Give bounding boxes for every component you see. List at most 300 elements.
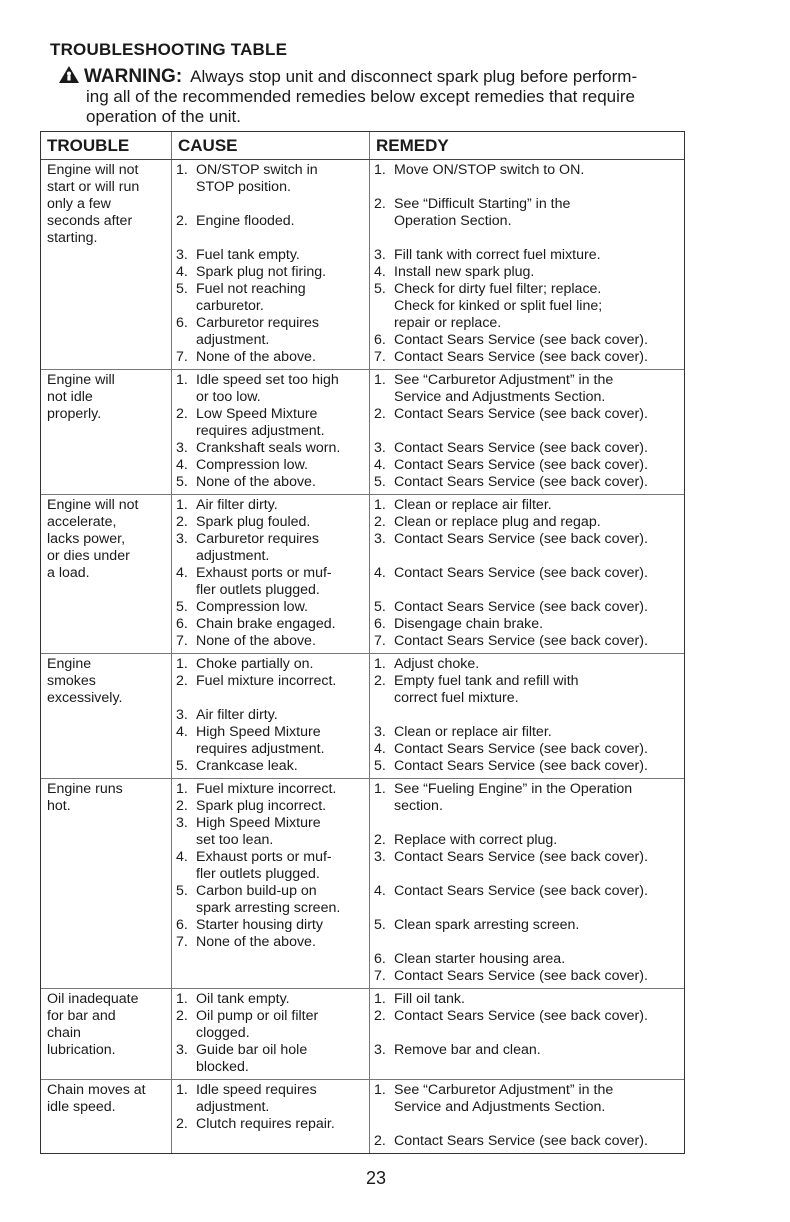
remedy-text <box>394 849 680 866</box>
remedy-text <box>394 440 680 457</box>
remedy-line: Replace with correct plug. <box>394 832 558 848</box>
remedy-line: Check for kinked or split fuel line; <box>394 298 603 314</box>
cause-number: 3. <box>176 531 188 547</box>
cause-text <box>196 1008 367 1042</box>
cause-number: 2. <box>176 673 188 689</box>
remedy-text <box>394 599 680 616</box>
cause-line: carburetor. <box>196 298 264 314</box>
trouble-line: for bar and <box>47 1008 116 1024</box>
spacer <box>176 690 367 707</box>
table-row <box>41 779 684 989</box>
remedy-line: See “Difficult Starting” in the <box>394 196 571 212</box>
trouble-cell <box>41 495 171 653</box>
remedy-number: 2. <box>374 406 386 422</box>
remedy-line: Service and Adjustments Section. <box>394 389 606 405</box>
remedy-line: Contact Sears Service (see back cover). <box>394 457 648 473</box>
cause-text <box>196 457 367 474</box>
cause-line: requires adjustment. <box>196 741 325 757</box>
trouble-line: not idle <box>47 389 93 405</box>
remedy-line: Contact Sears Service (see back cover). <box>394 349 648 365</box>
remedy-line: Clean starter housing area. <box>394 951 566 967</box>
table-row <box>41 654 684 779</box>
remedy-line: Contact Sears Service (see back cover). <box>394 332 648 348</box>
table-row <box>41 160 684 370</box>
cause-line: Fuel mixture incorrect. <box>196 673 337 689</box>
trouble-line: lubrication. <box>47 1042 116 1058</box>
remedy-item <box>374 883 680 900</box>
cause-text <box>196 599 367 616</box>
cause-line: None of the above. <box>196 474 316 490</box>
remedy-item <box>374 656 680 673</box>
warning-label-group <box>58 63 182 87</box>
cause-line: clogged. <box>196 1025 250 1041</box>
remedy-number: 1. <box>374 162 386 178</box>
remedy-text <box>394 497 680 514</box>
spacer <box>374 1116 680 1133</box>
remedy-text <box>394 332 680 349</box>
remedy-line: Contact Sears Service (see back cover). <box>394 633 648 649</box>
cause-text <box>196 883 367 917</box>
cause-item <box>176 406 367 440</box>
cause-number: 4. <box>176 724 188 740</box>
trouble-line: smokes <box>47 673 96 689</box>
remedy-line: Move ON/STOP switch to ON. <box>394 162 585 178</box>
cause-number: 5. <box>176 599 188 615</box>
remedy-text <box>394 281 680 332</box>
remedy-item <box>374 758 680 775</box>
warning-text-line3: operation of the unit. <box>86 107 242 126</box>
remedy-item <box>374 372 680 406</box>
remedy-number: 3. <box>374 724 386 740</box>
cause-number: 1. <box>176 497 188 513</box>
remedy-text <box>394 616 680 633</box>
remedy-line: Service and Adjustments Section. <box>394 1099 606 1115</box>
cause-line: Carburetor requires <box>196 531 320 547</box>
cause-text <box>196 1116 367 1133</box>
remedy-item <box>374 196 680 230</box>
remedy-text <box>394 247 680 264</box>
cause-number: 2. <box>176 1008 188 1024</box>
remedy-number: 2. <box>374 673 386 689</box>
cause-line: Chain brake engaged. <box>196 616 336 632</box>
cause-text <box>196 673 367 690</box>
remedy-number: 4. <box>374 741 386 757</box>
remedy-item <box>374 264 680 281</box>
cause-line: Exhaust ports or muf- <box>196 849 332 865</box>
remedy-number: 2. <box>374 514 386 530</box>
cause-line: fler outlets plugged. <box>196 582 320 598</box>
cause-item <box>176 247 367 264</box>
cause-number: 6. <box>176 917 188 933</box>
remedy-cell <box>369 654 682 778</box>
remedy-line: Clean or replace air filter. <box>394 497 552 513</box>
cause-line: Fuel tank empty. <box>196 247 300 263</box>
remedy-text <box>394 633 680 650</box>
remedy-text <box>394 1008 680 1025</box>
cause-number: 7. <box>176 633 188 649</box>
remedy-cell <box>369 989 682 1079</box>
remedy-text <box>394 781 680 815</box>
cause-item <box>176 849 367 883</box>
remedy-number: 2. <box>374 832 386 848</box>
trouble-line: lacks power, <box>47 531 126 547</box>
remedy-item <box>374 281 680 332</box>
remedy-number: 5. <box>374 474 386 490</box>
cause-number: 2. <box>176 514 188 530</box>
remedy-line: Check for dirty fuel filter; replace. <box>394 281 602 297</box>
remedy-text <box>394 406 680 423</box>
cause-item <box>176 724 367 758</box>
remedy-line: Install new spark plug. <box>394 264 535 280</box>
trouble-line: seconds after <box>47 213 133 229</box>
header-remedy: REMEDY <box>369 132 682 159</box>
cause-line: Exhaust ports or muf- <box>196 565 332 581</box>
remedy-number: 1. <box>374 656 386 672</box>
cause-item <box>176 531 367 565</box>
cause-text <box>196 281 367 315</box>
remedy-line: Contact Sears Service (see back cover). <box>394 440 648 456</box>
cause-line: adjustment. <box>196 548 270 564</box>
cause-line: Idle speed requires <box>196 1082 317 1098</box>
cause-text <box>196 514 367 531</box>
trouble-cell <box>41 654 171 778</box>
remedy-text <box>394 264 680 281</box>
table-row <box>41 495 684 654</box>
remedy-text <box>394 758 680 775</box>
cause-number: 4. <box>176 264 188 280</box>
remedy-number: 1. <box>374 497 386 513</box>
cause-number: 3. <box>176 247 188 263</box>
remedy-item <box>374 616 680 633</box>
remedy-item <box>374 917 680 934</box>
remedy-cell <box>369 1080 682 1153</box>
cause-text <box>196 247 367 264</box>
cause-item <box>176 1116 367 1133</box>
remedy-text <box>394 673 680 707</box>
remedy-line: section. <box>394 798 443 814</box>
cause-number: 2. <box>176 213 188 229</box>
cause-text <box>196 633 367 650</box>
cause-item <box>176 616 367 633</box>
remedy-text <box>394 832 680 849</box>
cause-line: Engine flooded. <box>196 213 295 229</box>
remedy-line: Contact Sears Service (see back cover). <box>394 741 648 757</box>
cause-line: adjustment. <box>196 1099 270 1115</box>
remedy-number: 1. <box>374 1082 386 1098</box>
table-row <box>41 370 684 495</box>
cause-line: Carburetor requires <box>196 315 320 331</box>
cause-line: Spark plug incorrect. <box>196 798 327 814</box>
remedy-number: 1. <box>374 991 386 1007</box>
trouble-line: Engine will not <box>47 162 139 178</box>
spacer <box>374 423 680 440</box>
cause-number: 1. <box>176 656 188 672</box>
cause-line: Crankcase leak. <box>196 758 298 774</box>
remedy-line: Contact Sears Service (see back cover). <box>394 883 648 899</box>
remedy-item <box>374 1133 680 1150</box>
remedy-line: See “Carburetor Adjustment” in the <box>394 372 614 388</box>
remedy-item <box>374 781 680 815</box>
cause-text <box>196 264 367 281</box>
trouble-line: hot. <box>47 798 71 814</box>
cause-item <box>176 315 367 349</box>
header-cause: CAUSE <box>171 132 369 159</box>
remedy-number: 5. <box>374 599 386 615</box>
remedy-text <box>394 1082 680 1116</box>
cause-line: STOP position. <box>196 179 291 195</box>
cause-text <box>196 758 367 775</box>
cause-line: Clutch requires repair. <box>196 1116 335 1132</box>
warning-label: WARNING: <box>84 66 183 87</box>
remedy-line: Fill tank with correct fuel mixture. <box>394 247 601 263</box>
cause-text <box>196 372 367 406</box>
remedy-cell <box>369 160 682 369</box>
cause-item <box>176 599 367 616</box>
remedy-line: Contact Sears Service (see back cover). <box>394 968 648 984</box>
cause-number: 1. <box>176 781 188 797</box>
cause-line: Oil pump or oil filter <box>196 1008 319 1024</box>
remedy-number: 7. <box>374 968 386 984</box>
cause-cell <box>171 989 369 1079</box>
cause-line: None of the above. <box>196 934 316 950</box>
remedy-number: 3. <box>374 531 386 547</box>
spacer <box>374 1025 680 1042</box>
trouble-cell <box>41 989 171 1079</box>
remedy-number: 3. <box>374 849 386 865</box>
cause-number: 5. <box>176 474 188 490</box>
cause-line: adjustment. <box>196 332 270 348</box>
remedy-item <box>374 991 680 1008</box>
cause-item <box>176 281 367 315</box>
cause-text <box>196 162 367 196</box>
cause-line: set too lean. <box>196 832 274 848</box>
cause-number: 1. <box>176 991 188 1007</box>
cause-text <box>196 917 367 934</box>
cause-number: 2. <box>176 406 188 422</box>
remedy-line: Contact Sears Service (see back cover). <box>394 1008 648 1024</box>
remedy-text <box>394 917 680 934</box>
cause-text <box>196 349 367 366</box>
remedy-number: 4. <box>374 264 386 280</box>
remedy-cell <box>369 370 682 494</box>
cause-item <box>176 883 367 917</box>
page-number: 23 <box>366 1168 387 1188</box>
remedy-text <box>394 951 680 968</box>
remedy-text <box>394 474 680 491</box>
cause-item <box>176 633 367 650</box>
remedy-line: Clean or replace air filter. <box>394 724 552 740</box>
cause-line: Spark plug fouled. <box>196 514 311 530</box>
remedy-item <box>374 565 680 582</box>
cause-item <box>176 497 367 514</box>
cause-line: High Speed Mixture <box>196 815 321 831</box>
remedy-item <box>374 741 680 758</box>
remedy-text <box>394 531 680 548</box>
remedy-number: 5. <box>374 758 386 774</box>
cause-item <box>176 264 367 281</box>
cause-text <box>196 1082 367 1116</box>
spacer <box>176 196 367 213</box>
remedy-number: 2. <box>374 1008 386 1024</box>
trouble-line: or dies under <box>47 548 130 564</box>
remedy-item <box>374 849 680 866</box>
remedy-line: Contact Sears Service (see back cover). <box>394 599 648 615</box>
cause-number: 7. <box>176 349 188 365</box>
remedy-item <box>374 247 680 264</box>
cause-number: 7. <box>176 934 188 950</box>
remedy-line: Clean or replace plug and regap. <box>394 514 601 530</box>
remedy-text <box>394 349 680 366</box>
remedy-line: Disengage chain brake. <box>394 616 544 632</box>
remedy-number: 7. <box>374 349 386 365</box>
spacer <box>374 815 680 832</box>
cause-text <box>196 815 367 849</box>
remedy-number: 4. <box>374 565 386 581</box>
cause-item <box>176 1042 367 1076</box>
spacer <box>176 230 367 247</box>
cause-text <box>196 565 367 599</box>
cause-text <box>196 781 367 798</box>
remedy-line: See “Fueling Engine” in the Operation <box>394 781 633 797</box>
remedy-number: 6. <box>374 951 386 967</box>
remedy-item <box>374 349 680 366</box>
remedy-item <box>374 457 680 474</box>
spacer <box>374 230 680 247</box>
page-title: TROUBLESHOOTING TABLE <box>50 40 288 59</box>
cause-number: 3. <box>176 440 188 456</box>
trouble-line: Oil inadequate <box>47 991 139 1007</box>
remedy-line: Fill oil tank. <box>394 991 465 1007</box>
trouble-line: Engine runs <box>47 781 123 797</box>
remedy-text <box>394 514 680 531</box>
warning-block <box>58 63 688 127</box>
remedy-number: 3. <box>374 247 386 263</box>
remedy-text <box>394 196 680 230</box>
cause-text <box>196 724 367 758</box>
remedy-text <box>394 162 680 179</box>
trouble-cell <box>41 1080 171 1153</box>
remedy-item <box>374 1042 680 1059</box>
remedy-cell <box>369 779 682 988</box>
remedy-line: correct fuel mixture. <box>394 690 519 706</box>
cause-item <box>176 565 367 599</box>
spacer <box>374 582 680 599</box>
cause-item <box>176 213 367 230</box>
trouble-cell <box>41 779 171 988</box>
remedy-item <box>374 1082 680 1116</box>
trouble-line: a load. <box>47 565 90 581</box>
remedy-item <box>374 724 680 741</box>
remedy-line: repair or replace. <box>394 315 502 331</box>
cause-number: 1. <box>176 1082 188 1098</box>
header-trouble: TROUBLE <box>47 135 130 155</box>
remedy-number: 2. <box>374 196 386 212</box>
trouble-line: chain <box>47 1025 81 1041</box>
cause-number: 5. <box>176 281 188 297</box>
trouble-line: only a few <box>47 196 111 212</box>
cause-text <box>196 656 367 673</box>
remedy-text <box>394 457 680 474</box>
spacer <box>374 707 680 724</box>
cause-line: or too low. <box>196 389 261 405</box>
remedy-number: 7. <box>374 633 386 649</box>
spacer <box>374 548 680 565</box>
cause-text <box>196 849 367 883</box>
remedy-item <box>374 514 680 531</box>
trouble-line: Engine will <box>47 372 115 388</box>
remedy-item <box>374 599 680 616</box>
remedy-text <box>394 968 680 985</box>
cause-text <box>196 707 367 724</box>
cause-number: 4. <box>176 457 188 473</box>
table-header <box>41 132 684 160</box>
cause-number: 5. <box>176 883 188 899</box>
remedy-item <box>374 1008 680 1025</box>
remedy-item <box>374 832 680 849</box>
remedy-item <box>374 531 680 548</box>
cause-item <box>176 514 367 531</box>
remedy-text <box>394 883 680 900</box>
cause-line: Compression low. <box>196 457 308 473</box>
remedy-number: 4. <box>374 883 386 899</box>
remedy-text <box>394 656 680 673</box>
remedy-number: 5. <box>374 281 386 297</box>
remedy-text <box>394 1133 680 1150</box>
cause-line: Crankshaft seals worn. <box>196 440 341 456</box>
remedy-number: 5. <box>374 917 386 933</box>
cause-number: 4. <box>176 849 188 865</box>
remedy-number: 4. <box>374 457 386 473</box>
cause-line: fler outlets plugged. <box>196 866 320 882</box>
warning-triangle-icon <box>58 65 80 84</box>
cause-text <box>196 991 367 1008</box>
trouble-line: Chain moves at <box>47 1082 146 1098</box>
cause-line: Spark plug not firing. <box>196 264 327 280</box>
remedy-number: 6. <box>374 332 386 348</box>
cause-item <box>176 440 367 457</box>
cause-number: 5. <box>176 758 188 774</box>
remedy-item <box>374 162 680 179</box>
remedy-text <box>394 1042 680 1059</box>
remedy-line: Contact Sears Service (see back cover). <box>394 531 648 547</box>
remedy-number: 3. <box>374 440 386 456</box>
remedy-number: 2. <box>374 1133 386 1149</box>
cause-text <box>196 1042 367 1076</box>
warning-text-line1: Always stop unit and disconnect spark plug before perform- <box>190 67 638 86</box>
remedy-text <box>394 991 680 1008</box>
cause-line: Idle speed set too high <box>196 372 339 388</box>
cause-number: 4. <box>176 565 188 581</box>
cause-item <box>176 707 367 724</box>
cause-number: 3. <box>176 1042 188 1058</box>
trouble-line: properly. <box>47 406 102 422</box>
cause-text <box>196 315 367 349</box>
cause-item <box>176 474 367 491</box>
remedy-line: Contact Sears Service (see back cover). <box>394 565 648 581</box>
remedy-line: Adjust choke. <box>394 656 480 672</box>
cause-item <box>176 457 367 474</box>
cause-text <box>196 497 367 514</box>
trouble-line: Engine will not <box>47 497 139 513</box>
spacer <box>374 179 680 196</box>
troubleshooting-table <box>40 131 685 1154</box>
remedy-line: Contact Sears Service (see back cover). <box>394 406 648 422</box>
cause-number: 6. <box>176 616 188 632</box>
table-body <box>41 160 684 1153</box>
cause-line: Compression low. <box>196 599 308 615</box>
trouble-line: Engine <box>47 656 92 672</box>
cause-text <box>196 934 367 951</box>
